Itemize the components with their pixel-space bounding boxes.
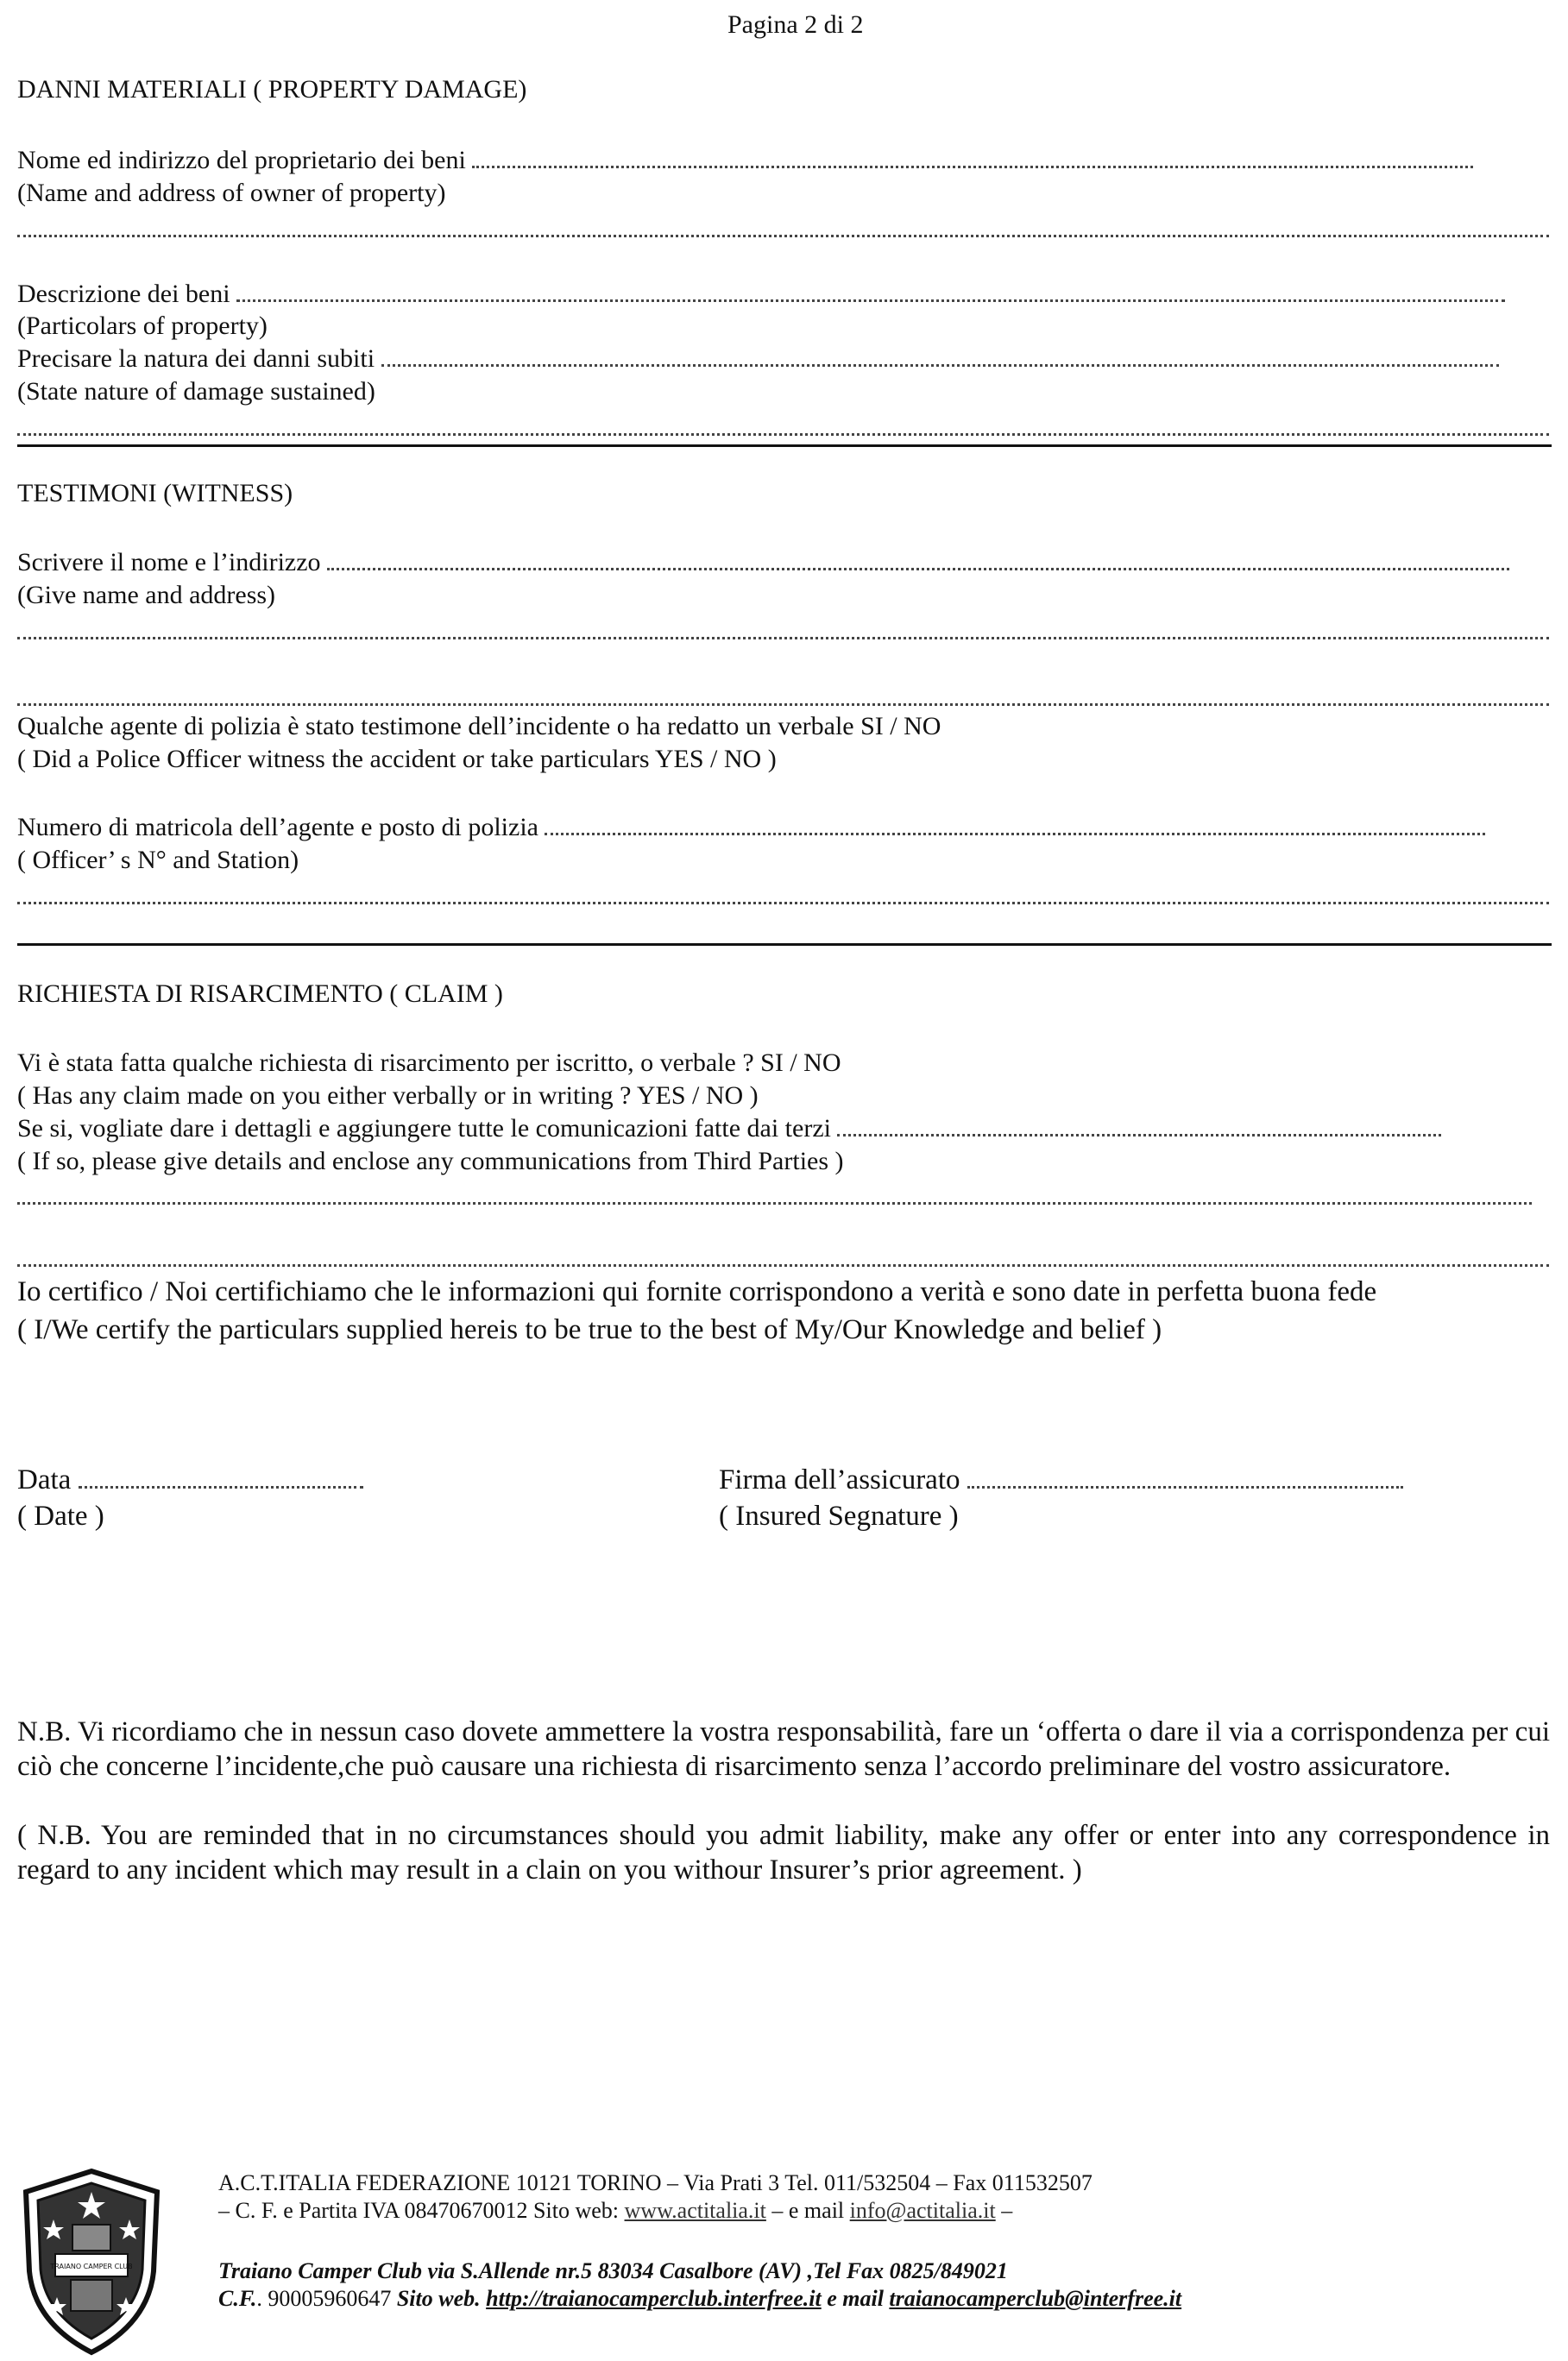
club-logo-text: TRAIANO CAMPER CLUB <box>50 2263 133 2270</box>
section-heading-witness: TESTIMONI (WITNESS) <box>17 479 293 507</box>
police-question: Qualche agente di polizia è stato testimone dell’incidente o ha redatto un verbale SI / NO <box>17 712 941 740</box>
date-label-en: ( Date ) <box>17 1501 104 1532</box>
footer-federation-contact <box>218 2197 1012 2225</box>
description-input-line[interactable] <box>236 282 1505 302</box>
nature-label: Precisare la natura dei danni subiti <box>17 344 375 373</box>
club-website-link[interactable]: http://traianocamperclub.interfree.it <box>486 2286 822 2311</box>
officer-extra-line[interactable] <box>17 902 1549 904</box>
nature-label-en: (State nature of damage sustained) <box>17 377 375 406</box>
witness-name-field-row <box>17 546 1509 579</box>
federation-email-link[interactable]: info@actitalia.it <box>849 2198 996 2223</box>
club-address-line: Traiano Camper Club via S.Allende nr.5 83034 Casalbore (AV) ,Tel Fax 0825/849021 <box>218 2258 1008 2283</box>
claim-details-input-line[interactable] <box>837 1117 1441 1136</box>
officer-field-row <box>17 811 1485 844</box>
club-contact-line <box>218 2286 1181 2312</box>
certification-text-en: ( I/We certify the particulars supplied hereis to be true to the best of My/Our Knowledge and belief ) <box>17 1314 1162 1345</box>
officer-label: Numero di matricola dell’agente e posto di polizia <box>17 813 538 841</box>
club-cf-label: C.F. <box>218 2286 257 2311</box>
owner-label-en: (Name and address of owner of property) <box>17 179 446 207</box>
footer-tax-id: – C. F. e Partita IVA 08470670012 Sito web: <box>218 2198 625 2223</box>
nature-extra-line[interactable] <box>17 433 1549 436</box>
claim-extra-line-1[interactable] <box>17 1202 1532 1205</box>
footer-federation-line: A.C.T.ITALIA FEDERAZIONE 10121 TORINO – Via Prati 3 Tel. 011/532504 – Fax 011532507 <box>218 2170 1093 2195</box>
witness-extra-line-2[interactable] <box>17 703 1549 706</box>
footer-suffix: – <box>995 2198 1013 2223</box>
witness-name-label: Scrivere il nome e l’indirizzo <box>17 548 321 576</box>
witness-name-label-en: (Give name and address) <box>17 581 276 609</box>
club-mail-label: e mail <box>821 2286 890 2311</box>
signature-label: Firma dell’assicurato <box>719 1464 960 1495</box>
club-logo <box>19 2168 164 2356</box>
federation-website-link[interactable]: www.actitalia.it <box>624 2198 766 2223</box>
page-number: Pagina 2 di 2 <box>727 10 864 39</box>
description-field-row <box>17 278 1505 311</box>
claim-details-field-row <box>17 1112 1441 1145</box>
claim-question: Vi è stata fatta qualche richiesta di risarcimento per iscritto, o verbale ? SI / NO <box>17 1048 841 1077</box>
witness-name-input-line[interactable] <box>327 551 1509 570</box>
officer-label-en: ( Officer’ s N° and Station) <box>17 846 299 874</box>
nature-input-line[interactable] <box>381 347 1499 367</box>
claim-extra-line-2[interactable] <box>17 1264 1549 1267</box>
club-email-link[interactable]: traianocamperclub@interfree.it <box>889 2286 1182 2311</box>
officer-input-line[interactable] <box>545 815 1485 835</box>
footer-email-label: – e mail <box>765 2198 850 2223</box>
signature-label-en: ( Insured Segnature ) <box>719 1501 959 1532</box>
owner-extra-line[interactable] <box>17 235 1549 237</box>
section-divider <box>17 444 1552 447</box>
club-logo-graphic <box>19 2168 164 2356</box>
club-web-label: Sito web. <box>391 2286 487 2311</box>
nature-field-row <box>17 343 1499 375</box>
section-heading-claim: RICHIESTA DI RISARCIMENTO ( CLAIM ) <box>17 979 503 1008</box>
date-input-line[interactable] <box>79 1469 363 1489</box>
signature-input-line[interactable] <box>967 1469 1403 1489</box>
certification-text: Io certifico / Noi certifichiamo che le informazioni qui fornite corrispondono a verità e sono date in perfetta buona fede <box>17 1276 1377 1307</box>
owner-label: Nome ed indirizzo del proprietario dei beni <box>17 146 466 174</box>
date-field-row <box>17 1461 363 1499</box>
section-divider <box>17 943 1552 946</box>
signature-field-row <box>719 1461 1403 1499</box>
note-italian: N.B. Vi ricordiamo che in nessun caso dovete ammettere la vostra responsabilità, fare un ‘offerta o dare il via a corrispondenza per cui ciò che concerne l’incidente,che può causare una richiesta di risarcimento senza l’accordo preliminare del vostro assicuratore. <box>17 1716 1550 1782</box>
police-question-en: ( Did a Police Officer witness the accident or take particulars YES / NO ) <box>17 745 777 773</box>
claim-question-en: ( Has any claim made on you either verbally or in writing ? YES / NO ) <box>17 1081 759 1110</box>
note-english: ( N.B. You are reminded that in no circumstances should you admit liability, make any offer or enter into any correspondence in regard to any incident which may result in a clain on you withour Insurer’s prior agreement. ) <box>17 1820 1550 1886</box>
owner-input-line[interactable] <box>472 148 1473 168</box>
date-label: Data <box>17 1464 72 1495</box>
claim-details-label-en: ( If so, please give details and enclose any communications from Third Parties ) <box>17 1147 844 1175</box>
description-label-en: (Particolars of property) <box>17 312 268 340</box>
witness-extra-line-1[interactable] <box>17 637 1549 639</box>
owner-field-row <box>17 144 1473 177</box>
section-heading-property-damage: DANNI MATERIALI ( PROPERTY DAMAGE) <box>17 75 527 104</box>
club-cf-number: . 90005960647 <box>256 2286 392 2311</box>
description-label: Descrizione dei beni <box>17 280 230 308</box>
claim-details-label: Se si, vogliate dare i dettagli e aggiungere tutte le comunicazioni fatte dai terzi <box>17 1114 831 1143</box>
